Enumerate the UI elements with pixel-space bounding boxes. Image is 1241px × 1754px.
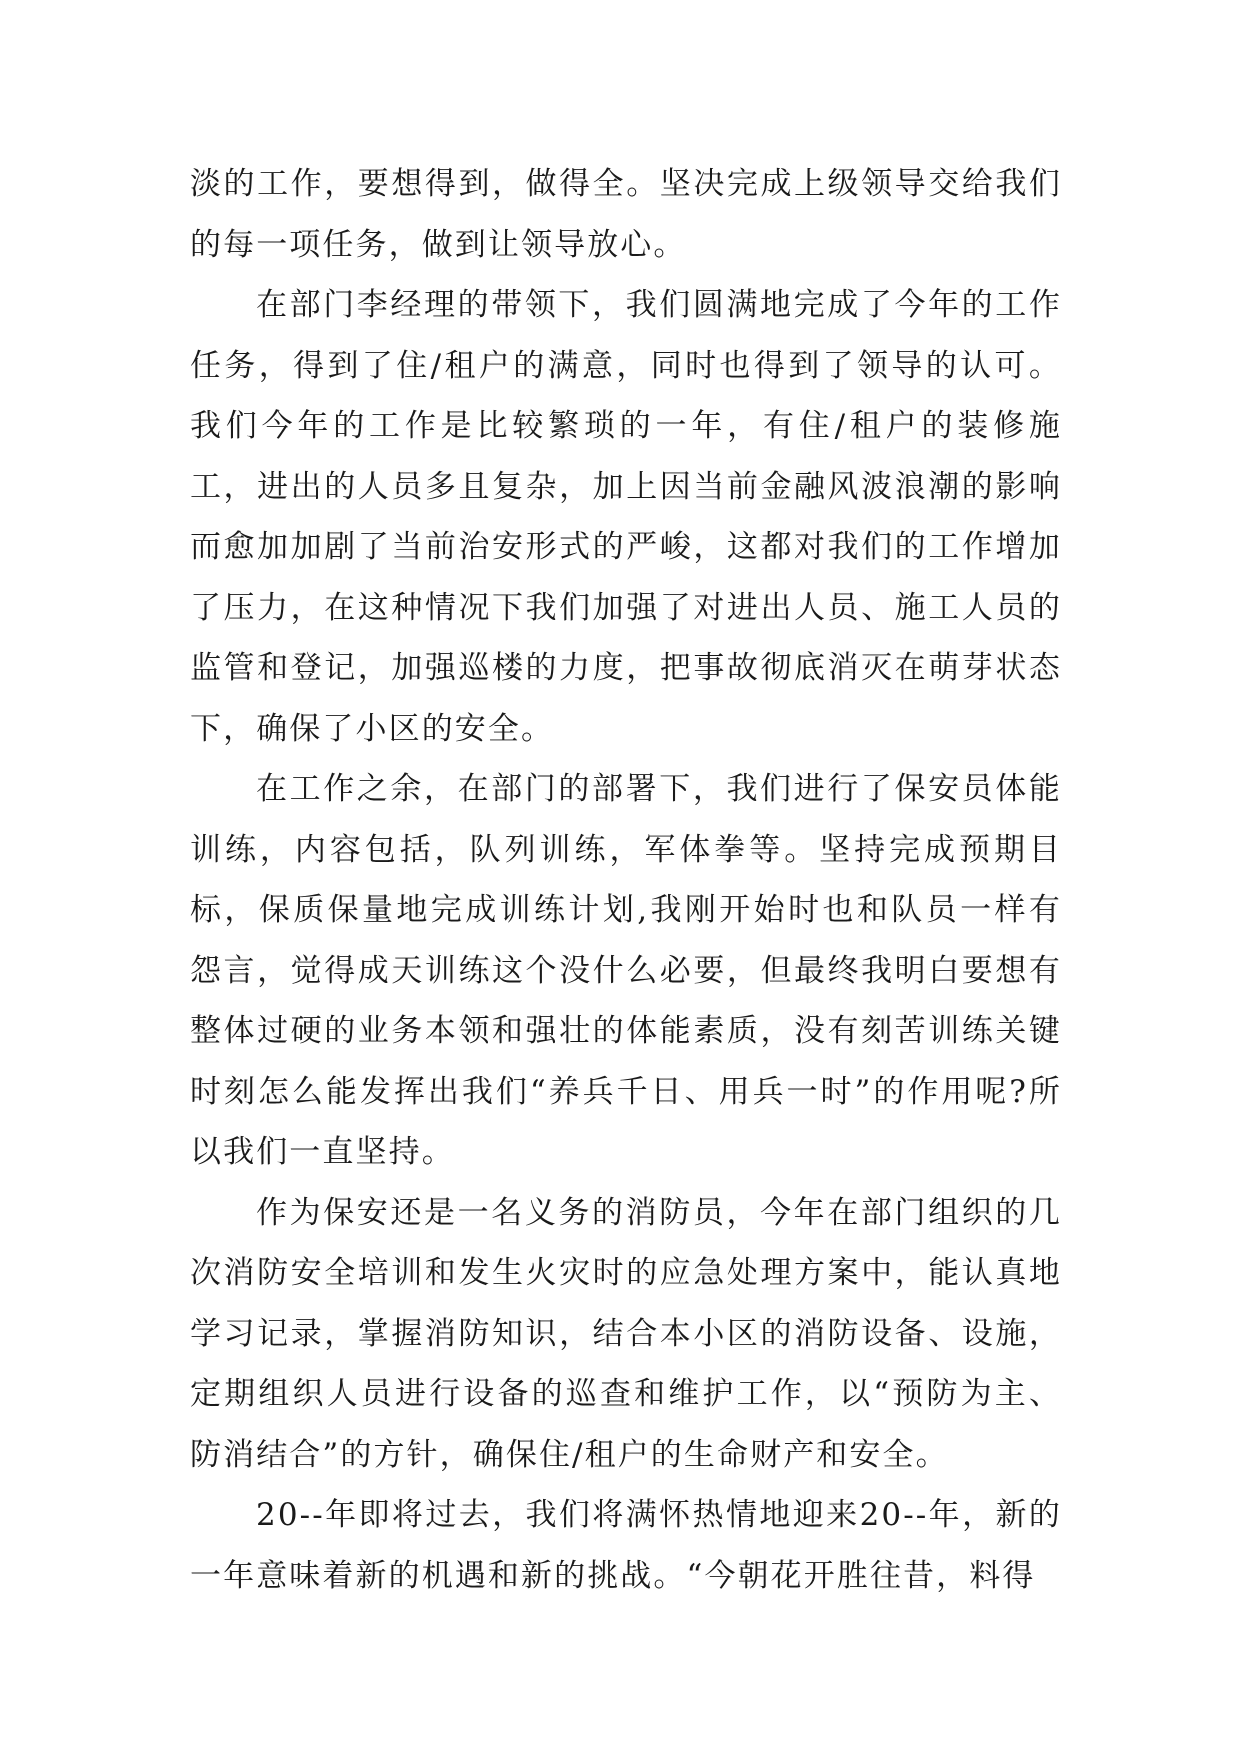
paragraph-continuation: 淡的工作，要想得到，做得全。坚决完成上级领导交给我们的每一项任务，做到让领导放心。 bbox=[190, 166, 1062, 263]
paragraph-fire-safety: 作为保安还是一名义务的消防员，今年在部门组织的几次消防安全培训和发生火灾时的应急处理方案中，能认真地学习记录，掌握消防知识，结合本小区的消防设备、设施，定期组织人员进行设备的巡查和维护工作，以“预防为主、防消结合”的方针，确保住/租户的生命财产和安全。 bbox=[190, 1194, 1062, 1473]
paragraph-work-summary: 在部门李经理的带领下，我们圆满地完成了今年的工作任务，得到了住/租户的满意，同时也得到了领导的认可。我们今年的工作是比较繁琐的一年，有住/租户的装修施工，进出的人员多且复杂，加上因当前金融风波浪潮的影响而愈加加剧了当前治安形式的严峻，这都对我们的工作增加了压力，在这种情况下我们加强了对进出人员、施工人员的监管和登记，加强巡楼的力度，把事故彻底消灭在萌芽状态下，确保了小区的安全。 bbox=[190, 287, 1062, 747]
document-body bbox=[190, 154, 1062, 1606]
paragraph-new-year: 20--年即将过去，我们将满怀热情地迎来20--年，新的一年意味着新的机遇和新的挑战。“今朝花开胜往昔，料得 bbox=[190, 1497, 1062, 1594]
paragraph-training: 在工作之余，在部门的部署下，我们进行了保安员体能训练，内容包括，队列训练，军体拳等。坚持完成预期目标，保质保量地完成训练计划,我刚开始时也和队员一样有怨言，觉得成天训练这个没什么必要，但最终我明白要想有整体过硬的业务本领和强壮的体能素质，没有刻苦训练关键时刻怎么能发挥出我们“养兵千日、用兵一时”的作用呢?所以我们一直坚持。 bbox=[190, 771, 1062, 1170]
